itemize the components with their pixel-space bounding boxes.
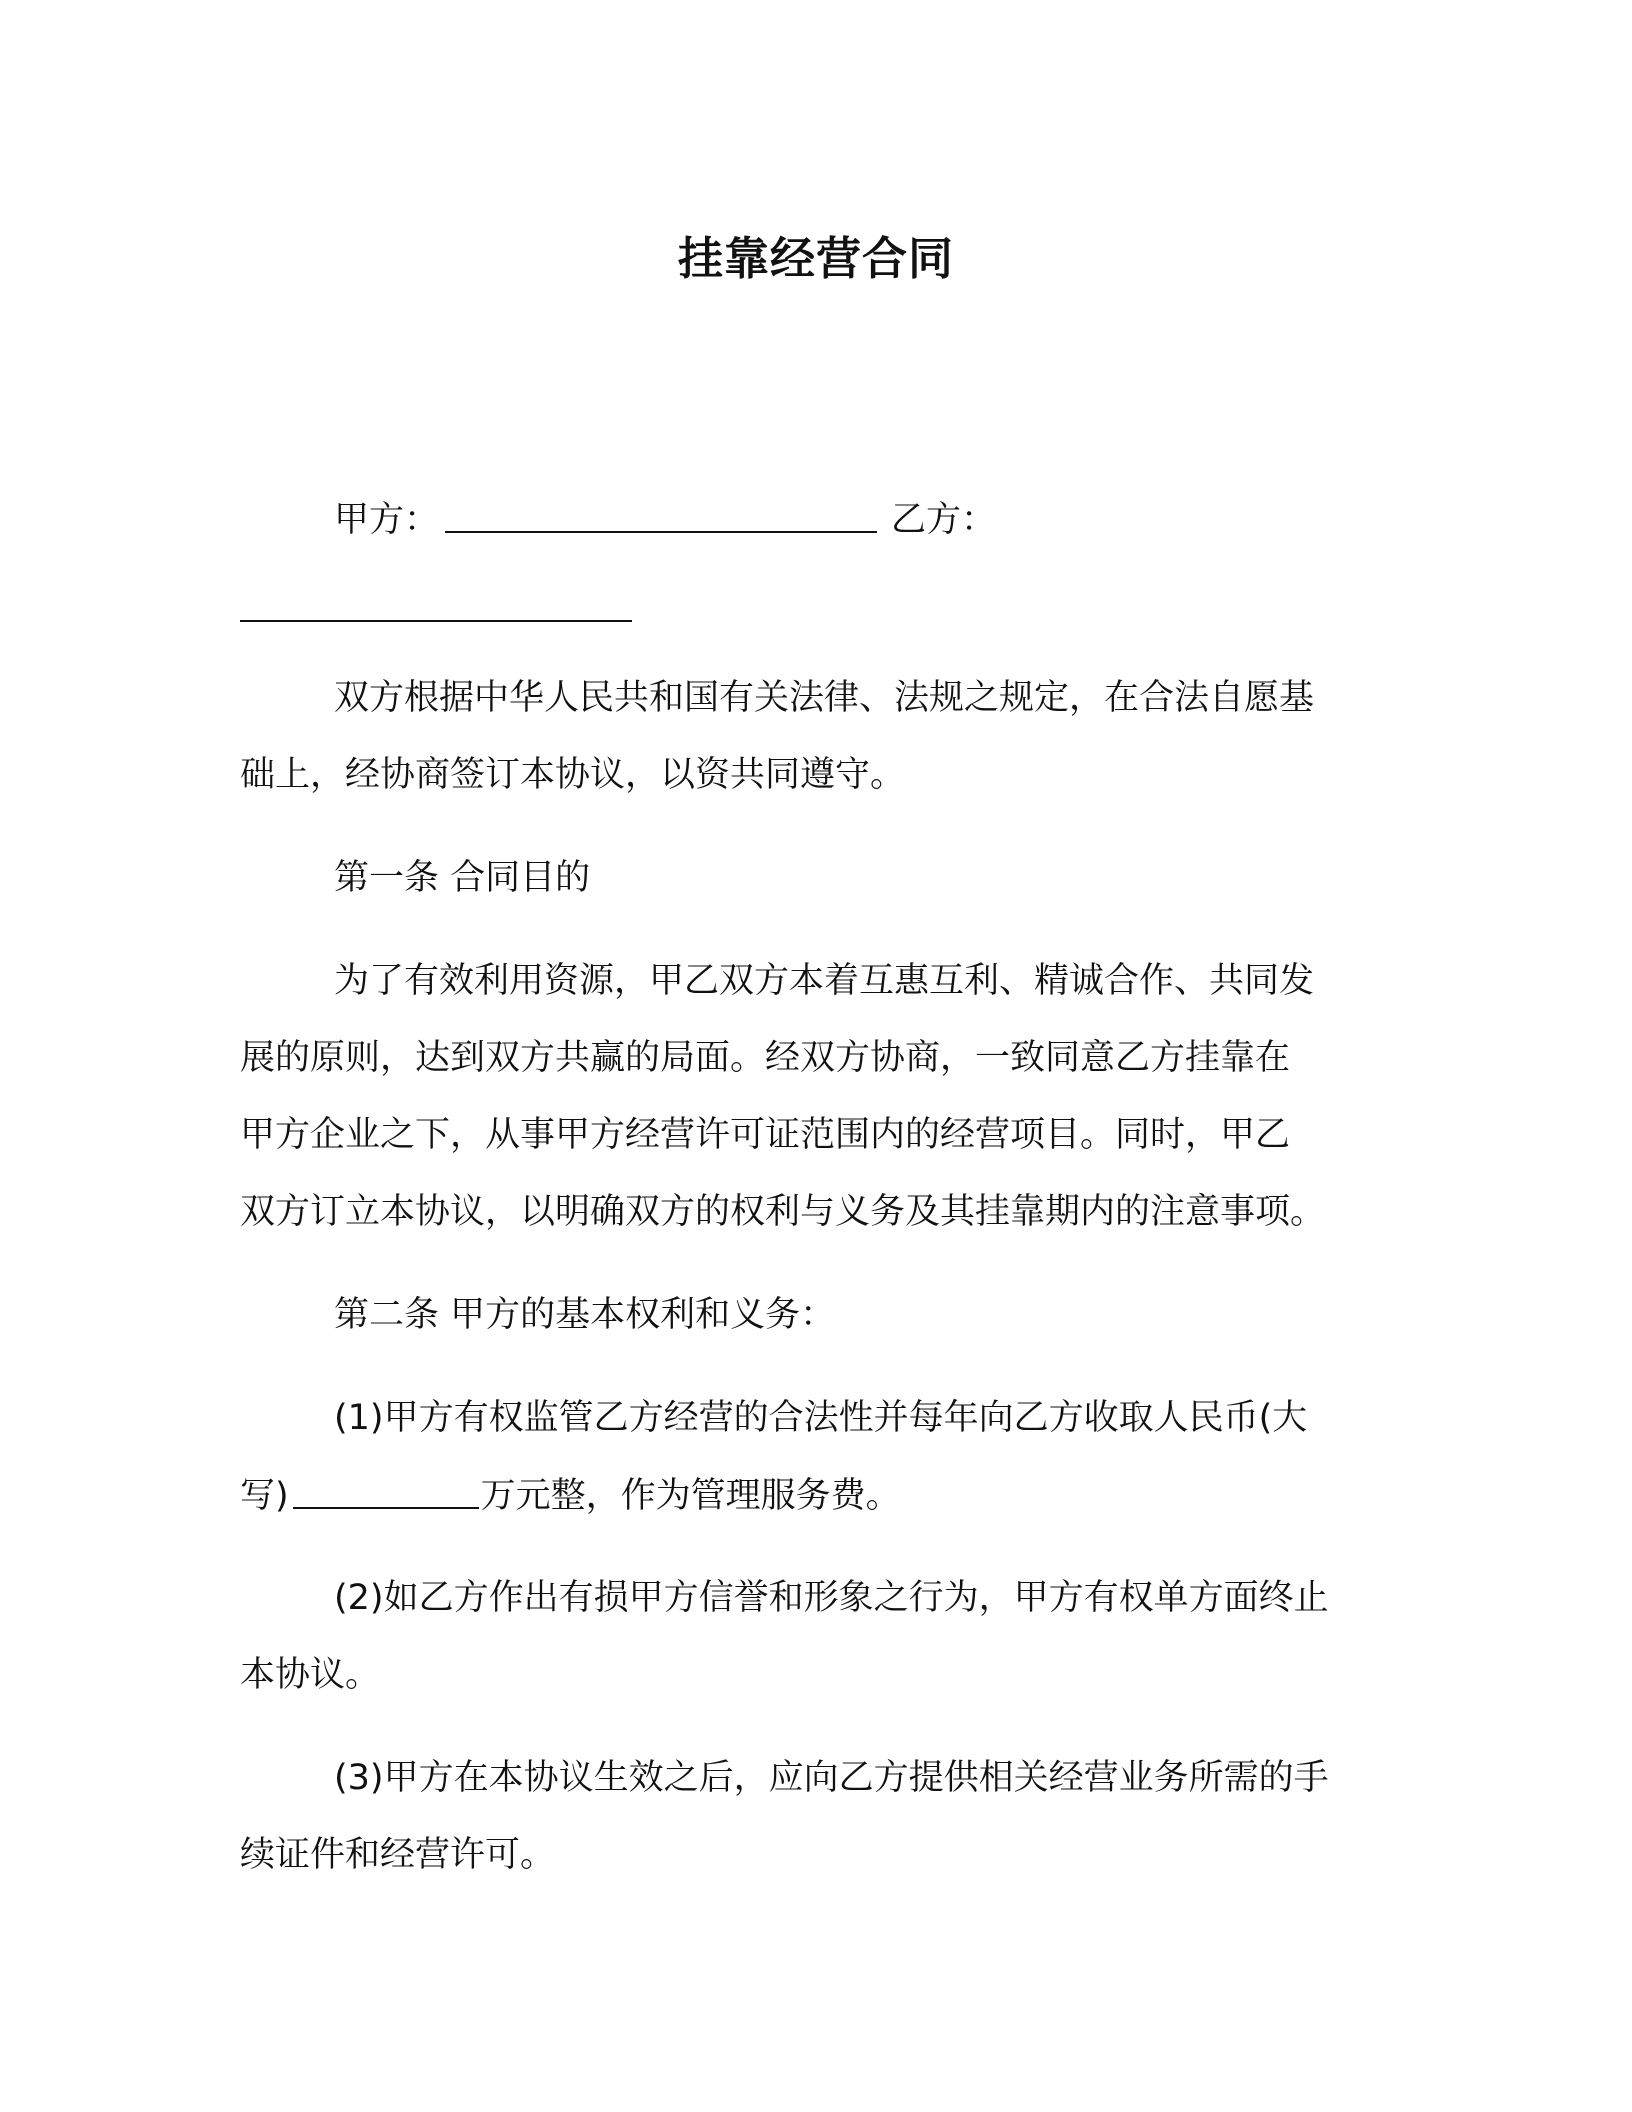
document-title: 挂靠经营合同 <box>677 232 954 285</box>
article1-line-1: 为了有效利用资源，甲乙双方本着互惠互利、精诚合作、共同发 <box>334 961 1315 1001</box>
article1-line-3: 甲方企业之下，从事甲方经营许可证范围内的经营项目。同时，甲乙 <box>240 1115 1291 1155</box>
party-a-blank[interactable] <box>445 497 877 533</box>
clause2-line-1: (2)如乙方作出有损甲方信誉和形象之行为，甲方有权单方面终止 <box>334 1578 1329 1618</box>
clause1-prefix: 写) <box>240 1476 289 1516</box>
party-a-label: 甲方： <box>334 500 440 540</box>
clause3-line-2: 续证件和经营许可。 <box>240 1835 556 1875</box>
clause1-line-2 <box>240 1473 901 1518</box>
article1-line-2: 展的原则，达到双方共赢的局面。经双方协商，一致同意乙方挂靠在 <box>240 1038 1291 1078</box>
parties-line <box>334 497 996 542</box>
article1-line-4: 双方订立本协议，以明确双方的权利与义务及其挂靠期内的注意事项。 <box>240 1192 1326 1232</box>
article1-heading: 第一条 合同目的 <box>334 858 591 898</box>
party-b-blank[interactable] <box>240 586 632 622</box>
fee-amount-blank[interactable] <box>293 1473 479 1509</box>
clause3-line-1: (3)甲方在本协议生效之后，应向乙方提供相关经营业务所需的手 <box>334 1758 1329 1798</box>
article2-heading: 第二条 甲方的基本权利和义务： <box>334 1295 836 1335</box>
party-b-line <box>240 586 632 631</box>
clause1-line-1: (1)甲方有权监管乙方经营的合法性并每年向乙方收取人民币(大 <box>334 1398 1308 1438</box>
party-b-label: 乙方： <box>891 500 997 540</box>
clause2-line-2: 本协议。 <box>240 1655 381 1695</box>
clause1-suffix: 万元整，作为管理服务费。 <box>480 1476 901 1516</box>
intro-line-2: 础上，经协商签订本协议，以资共同遵守。 <box>240 755 906 795</box>
intro-line-1: 双方根据中华人民共和国有关法律、法规之规定，在合法自愿基 <box>334 678 1315 718</box>
